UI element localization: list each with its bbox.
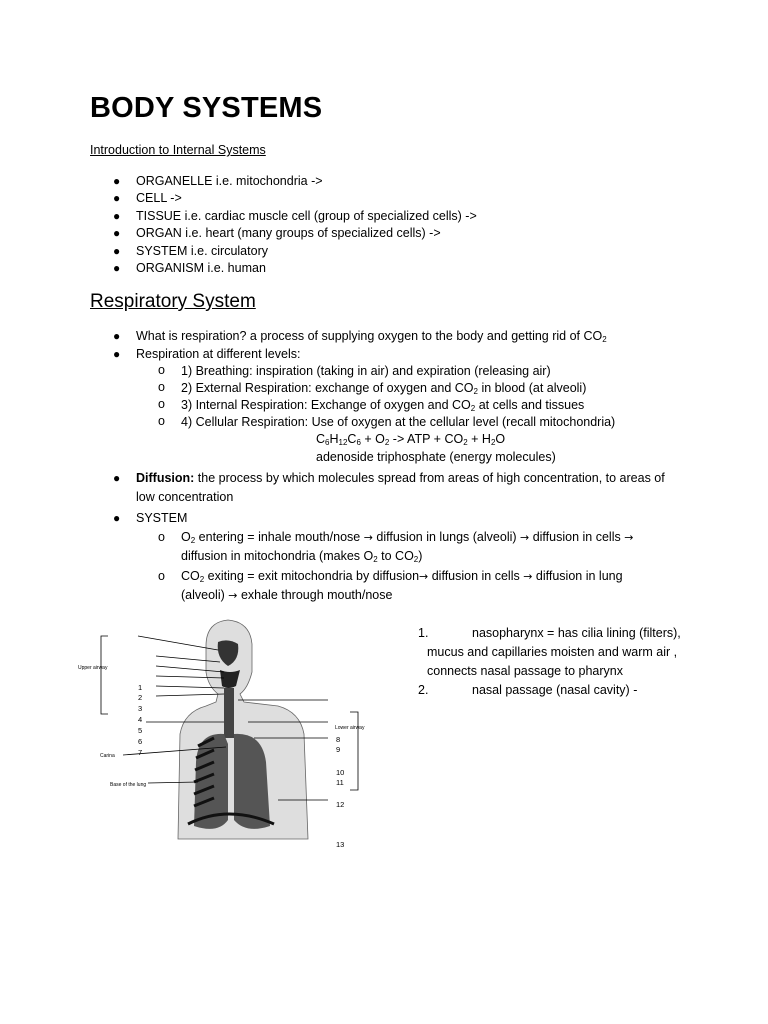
sub-bullet: o bbox=[158, 380, 165, 394]
bullet: ● bbox=[113, 174, 121, 188]
sub-bullet: o bbox=[158, 530, 165, 544]
system-label: SYSTEM bbox=[136, 511, 188, 525]
respiratory-heading: Respiratory System bbox=[90, 291, 256, 312]
numbered-item-number: 1. bbox=[418, 626, 429, 640]
co2-exiting-cont: (alveoli) → exhale through mouth/nose bbox=[181, 588, 393, 602]
bullet: ● bbox=[113, 244, 121, 258]
bullet: ● bbox=[113, 511, 121, 525]
level-item: 2) External Respiration: exchange of oxygen and $CO_2$ in blood (at alveoli) bbox=[181, 381, 587, 396]
intro-heading: Introduction to Internal Systems bbox=[90, 143, 266, 157]
figure-number-1: 1 bbox=[138, 683, 143, 692]
bullet: ● bbox=[113, 471, 121, 485]
co2-exiting-line: $CO_2$ exiting = exit mitochondria by diffusion→ diffusion in cells → diffusion in lung bbox=[181, 569, 623, 584]
bullet: ● bbox=[113, 226, 121, 240]
base-of-lung-label: Base of the lung bbox=[110, 782, 147, 788]
lower-airway-label: Lower airway bbox=[335, 725, 365, 731]
intro-item: ORGANELLE i.e. mitochondria -> bbox=[136, 174, 323, 188]
sub-bullet: o bbox=[158, 569, 165, 583]
arrow-icon: → bbox=[419, 570, 429, 583]
bullet: ● bbox=[113, 191, 121, 205]
respiration-definition: What is respiration? a process of supplying oxygen to the body and getting rid of $CO_2$ bbox=[136, 329, 607, 344]
arrow-icon: → bbox=[520, 531, 530, 544]
sub-bullet: o bbox=[158, 363, 165, 377]
upper-airway-label: Upper airway bbox=[78, 665, 108, 671]
level-item: 1) Breathing: inspiration (taking in air) and expiration (releasing air) bbox=[181, 364, 551, 378]
bullet: ● bbox=[113, 261, 121, 275]
intro-item: SYSTEM i.e. circulatory bbox=[136, 244, 268, 258]
numbered-item-number: 2. bbox=[418, 683, 429, 697]
figure-number-6: 6 bbox=[138, 737, 143, 746]
sub-bullet: o bbox=[158, 414, 165, 428]
figure-number-7: 7 bbox=[138, 748, 143, 757]
page-title: BODY SYSTEMS bbox=[90, 92, 323, 124]
sub-bullet: o bbox=[158, 397, 165, 411]
level-item: 4) Cellular Respiration: Use of oxygen at the cellular level (recall mitochondria) bbox=[181, 415, 616, 429]
arrow-icon: → bbox=[523, 570, 533, 583]
figure-number-8: 8 bbox=[336, 735, 341, 744]
arrow-icon: → bbox=[228, 589, 238, 602]
anatomy-diagram bbox=[78, 614, 378, 854]
numbered-item-term: nasopharynx = has cilia lining (filters), bbox=[472, 626, 681, 640]
figure-number-3: 3 bbox=[138, 704, 143, 713]
figure-number-9: 9 bbox=[336, 745, 341, 754]
diffusion-definition-cont: low concentration bbox=[136, 490, 234, 504]
figure-number-4: 4 bbox=[138, 715, 143, 724]
intro-item: ORGAN i.e. heart (many groups of specialized cells) -> bbox=[136, 226, 441, 240]
figure-number-2: 2 bbox=[138, 693, 143, 702]
figure-number-10: 10 bbox=[336, 768, 345, 777]
bullet: ● bbox=[113, 347, 121, 361]
intro-item: TISSUE i.e. cardiac muscle cell (group of specialized cells) -> bbox=[136, 209, 477, 223]
intro-item: CELL -> bbox=[136, 191, 182, 205]
atp-label: adenoside triphosphate (energy molecules) bbox=[316, 450, 556, 464]
figure-number-11: 11 bbox=[336, 778, 344, 787]
bullet: ● bbox=[113, 209, 121, 223]
intro-item: ORGANISM i.e. human bbox=[136, 261, 266, 275]
level-item: 3) Internal Respiration: Exchange of oxygen and $CO_2$ at cells and tissues bbox=[181, 398, 585, 413]
numbered-item-cont: mucus and capillaries moisten and warm air , bbox=[427, 645, 678, 659]
figure-number-13: 13 bbox=[336, 840, 345, 849]
bullet: ● bbox=[113, 329, 121, 343]
numbered-item-cont: connects nasal passage to pharynx bbox=[427, 664, 623, 678]
arrow-icon: → bbox=[363, 531, 373, 544]
carina-label: Carina bbox=[100, 753, 115, 759]
respiration-equation: $C_6H_{12}C_6 + O_2$ -> ATP + $CO_2 + H_2O$ bbox=[316, 432, 506, 447]
diffusion-definition: Diffusion: the process by which molecules spread from areas of high concentration, to areas of bbox=[136, 471, 665, 485]
figure-number-5: 5 bbox=[138, 726, 143, 735]
o2-entering-cont: diffusion in mitochondria (makes $O_2$ to $CO_2$) bbox=[181, 549, 423, 564]
figure-number-12: 12 bbox=[336, 800, 345, 809]
arrow-icon: → bbox=[624, 531, 634, 544]
levels-heading: Respiration at different levels: bbox=[136, 347, 301, 361]
respiratory-anatomy-figure bbox=[78, 614, 378, 854]
numbered-item-term: nasal passage (nasal cavity) - bbox=[472, 683, 638, 697]
o2-entering-line: $O_2$ entering = inhale mouth/nose → diffusion in lungs (alveoli) → diffusion in cells → bbox=[181, 530, 634, 545]
